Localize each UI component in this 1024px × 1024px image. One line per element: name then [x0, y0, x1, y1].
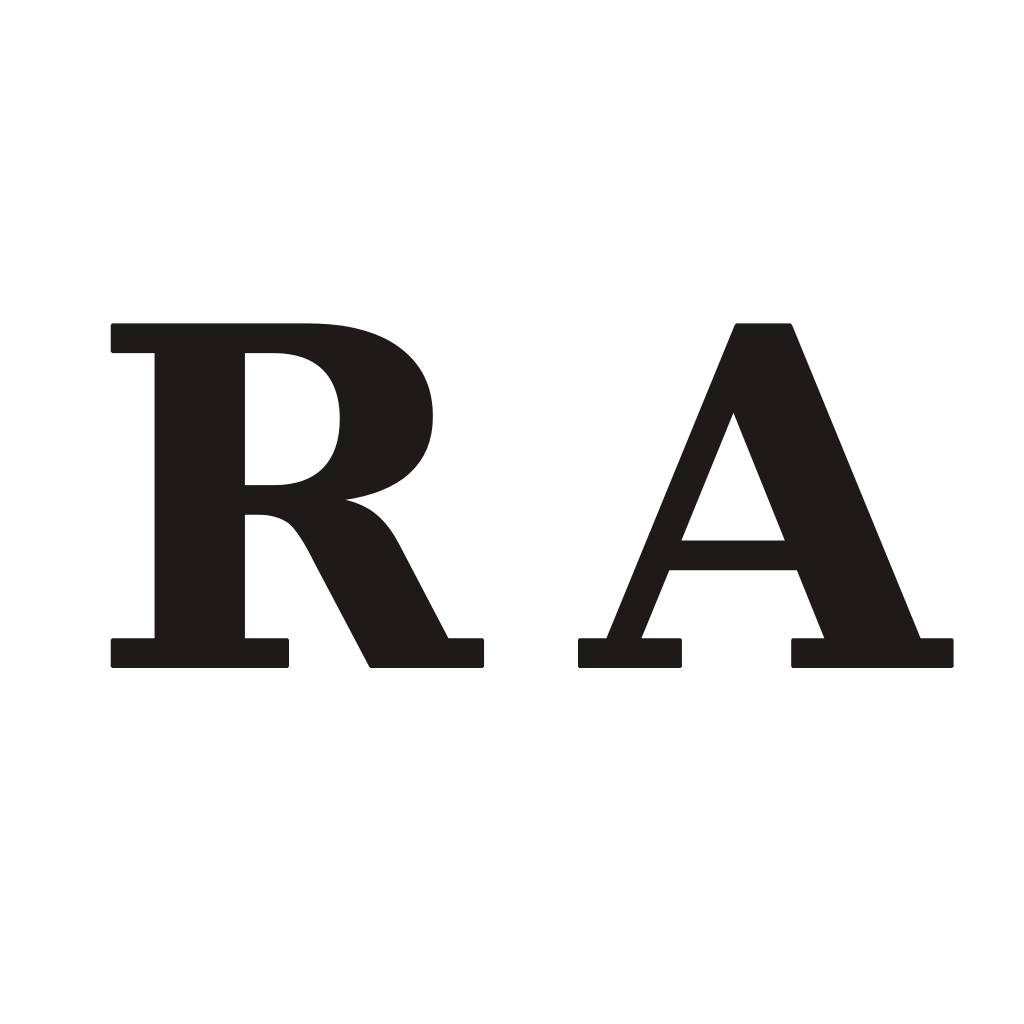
- letter-a: A: [582, 226, 948, 778]
- letter-r: R: [89, 226, 481, 778]
